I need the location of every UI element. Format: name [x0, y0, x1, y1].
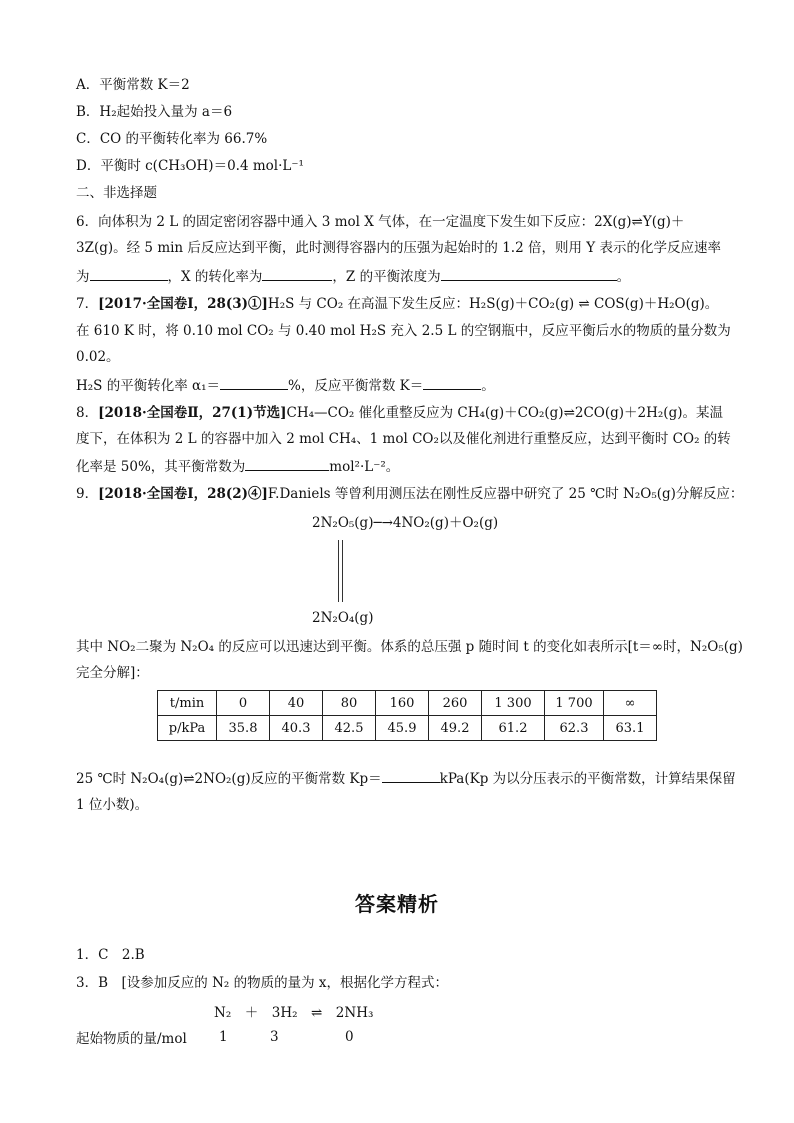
q8-line3 — [76, 456, 399, 477]
q8-line1 — [76, 403, 723, 423]
answer-row-val-h2: 3 — [270, 1029, 279, 1045]
table-cell: 42.5 — [323, 716, 376, 741]
q9-source: [2018·全国卷Ⅰ，28(2)④] — [98, 486, 268, 502]
answer-3: 3．B [设参加反应的 N₂ 的物质的量为 x，根据化学方程式： — [76, 975, 448, 991]
table-cell: 260 — [429, 691, 482, 716]
table-cell: 62.3 — [545, 716, 604, 741]
table-cell: 160 — [376, 691, 429, 716]
q7-text-a: H₂S 的平衡转化率 α₁＝ — [76, 378, 221, 394]
answer-1-2: 1．C 2.B — [76, 947, 145, 963]
q9-line5: 1 位小数)。 — [76, 797, 149, 813]
q9-text: F.Daniels 等曾利用测压法在刚性反应器中研究了 25 ℃时 N₂O₅(g)分解反应： — [267, 486, 744, 502]
q9-equation-top: 2N₂O₅(g)─→4NO₂(g)＋O₂(g) — [312, 515, 499, 531]
q7-line3: 0.02。 — [76, 349, 120, 365]
q9-line4 — [76, 768, 736, 789]
q8-text-b: mol²·L⁻²。 — [329, 459, 400, 475]
q7-blank-alpha[interactable] — [220, 375, 288, 390]
q6-text-b: ，X 的转化率为 — [167, 269, 263, 285]
q7-text-b: %，反应平衡常数 K＝ — [288, 378, 424, 394]
q8-num: 8． — [76, 405, 99, 421]
table-cell: 35.8 — [217, 716, 270, 741]
q6-text-d: 。 — [616, 269, 631, 285]
table-cell: 1 300 — [482, 691, 545, 716]
q9-line2: 其中 NO₂二聚为 N₂O₄ 的反应可以迅速达到平衡。体系的总压强 p 随时间 t 的变化如表所示[t＝∞时，N₂O₅(g) — [76, 639, 743, 655]
q7-text-c: 。 — [481, 378, 495, 394]
q6-text-a: 为 — [76, 269, 90, 285]
q8-blank-k[interactable] — [245, 456, 329, 471]
q9-num: 9． — [76, 486, 99, 502]
option-b: B．H₂起始投入量为 a＝6 — [76, 104, 233, 120]
answer-row-val-nh3: 0 — [345, 1029, 354, 1045]
answer-row-label: 起始物质的量/mol — [76, 1031, 187, 1047]
answer-equation: N₂ ＋ 3H₂ ⇌ 2NH₃ — [214, 1005, 374, 1021]
q7-num: 7． — [76, 296, 99, 312]
q7-line1 — [76, 294, 718, 314]
table-cell: p/kPa — [158, 716, 217, 741]
section-title: 二、非选择题 — [76, 185, 157, 201]
q7-blank-k[interactable] — [423, 375, 481, 390]
q9-blank-kp[interactable] — [382, 768, 440, 783]
equilibrium-arrow-left — [338, 540, 339, 602]
q9-line1 — [76, 484, 743, 504]
table-cell: 40 — [270, 691, 323, 716]
table-cell: 49.2 — [429, 716, 482, 741]
q8-text-a: 化率是 50%，其平衡常数为 — [76, 459, 246, 475]
table-header-row — [158, 691, 657, 716]
table-cell: 1 700 — [545, 691, 604, 716]
table-row — [158, 716, 657, 741]
q7-source: [2017·全国卷Ⅰ，28(3)①] — [98, 296, 268, 312]
table-cell: 0 — [217, 691, 270, 716]
table-cell: ∞ — [604, 691, 657, 716]
q7-line4 — [76, 375, 495, 396]
table-cell: 45.9 — [376, 716, 429, 741]
table-cell: 63.1 — [604, 716, 657, 741]
q9-text-a: 25 ℃时 N₂O₄(g)⇌2NO₂(g)反应的平衡常数 Kp＝ — [76, 771, 382, 787]
option-d: D．平衡时 c(CH₃OH)＝0.4 mol·L⁻¹ — [76, 158, 304, 174]
equilibrium-arrow-right — [342, 540, 343, 602]
q8-text: CH₄—CO₂ 催化重整反应为 CH₄(g)＋CO₂(g)⇌2CO(g)＋2H₂(g)。某温 — [286, 405, 723, 421]
q9-line3: 完全分解]： — [76, 665, 149, 681]
q6-blank-rate[interactable] — [90, 266, 168, 281]
table-cell: t/min — [158, 691, 217, 716]
q7-text: H₂S 与 CO₂ 在高温下发生反应：H₂S(g)＋CO₂(g) ⇌ COS(g)＋H₂O(g)。 — [267, 296, 719, 312]
q6-line3 — [76, 266, 630, 287]
q6-line2: 3Z(g)。经 5 min 后反应达到平衡，此时测得容器内的压强为起始时的 1.2 倍，则用 Y 表示的化学反应速率 — [76, 240, 721, 256]
q6-blank-z-conc[interactable] — [441, 266, 617, 281]
q8-source: [2018·全国卷Ⅱ，27(1)节选] — [98, 405, 287, 421]
q7-line2: 在 610 K 时，将 0.10 mol CO₂ 与 0.40 mol H₂S 充入 2.5 L 的空钢瓶中，反应平衡后水的物质的量分数为 — [76, 323, 731, 339]
table-cell: 80 — [323, 691, 376, 716]
option-c: C．CO 的平衡转化率为 66.7% — [76, 131, 268, 147]
pressure-time-table — [157, 690, 657, 741]
q9-text-b: kPa(Kp 为以分压表示的平衡常数，计算结果保留 — [439, 771, 736, 787]
answers-title: 答案精析 — [355, 892, 439, 916]
q6-blank-conversion[interactable] — [262, 266, 332, 281]
q6-text-c: ，Z 的平衡浓度为 — [332, 269, 441, 285]
answer-row-val-n2: 1 — [219, 1029, 228, 1045]
q9-equation-bottom: 2N₂O₄(g) — [312, 610, 374, 626]
table-cell: 61.2 — [482, 716, 545, 741]
table-cell: 40.3 — [270, 716, 323, 741]
q8-line2: 度下，在体积为 2 L 的容器中加入 2 mol CH₄、1 mol CO₂以及催化剂进行重整反应，达到平衡时 CO₂ 的转 — [76, 431, 731, 447]
option-a: A．平衡常数 K＝2 — [76, 77, 190, 93]
q6-line1: 6．向体积为 2 L 的固定密闭容器中通入 3 mol X 气体，在一定温度下发生如下反应：2X(g)⇌Y(g)＋ — [76, 214, 685, 230]
